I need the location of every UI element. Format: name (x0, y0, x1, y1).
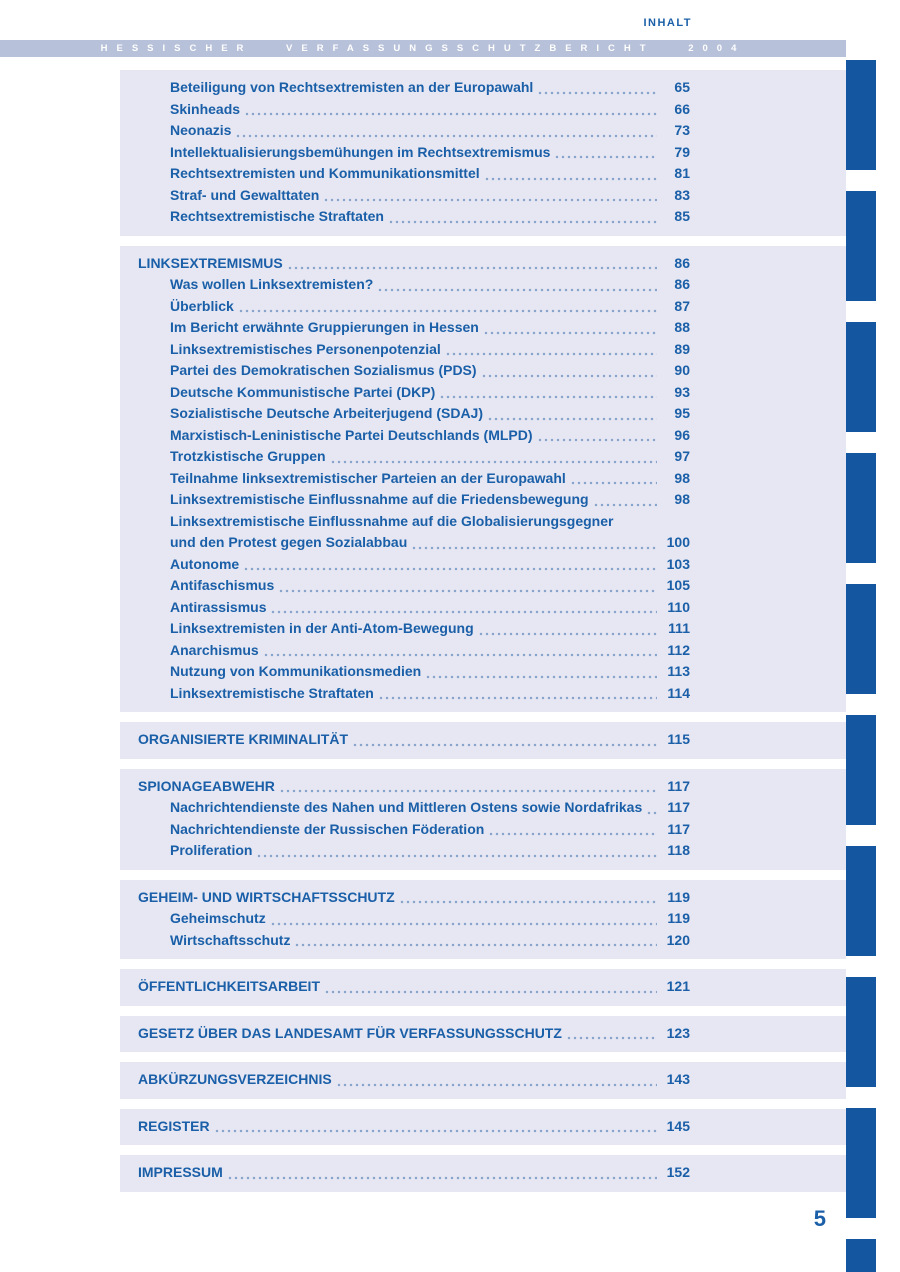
dot-leader (214, 1125, 657, 1137)
toc-entry-label: Rechtsextremistische Straftaten (170, 208, 384, 224)
dot-leader (425, 671, 657, 683)
toc-entry-page: 81 (674, 165, 690, 181)
toc-entry-page: 111 (668, 620, 690, 636)
toc-entry-label: GEHEIM- UND WIRTSCHAFTSSCHUTZ (138, 888, 395, 905)
toc-entry-label: Sozialistische Deutsche Arbeiterjugend (SDAJ) (170, 405, 483, 421)
toc-entry-page: 95 (674, 405, 690, 421)
section-tab-marker (846, 715, 876, 825)
toc-section (120, 1016, 846, 1053)
toc-entry-label: Nachrichtendienste der Russischen Föderation (170, 820, 485, 837)
toc-entry (138, 382, 690, 404)
toc-entry-page: 119 (667, 910, 690, 926)
toc-entry-label: Linksextremisten in der Anti-Atom-Bewegung (170, 620, 474, 636)
toc-entry-label: ABKÜRZUNGSVERZEICHNIS (138, 1071, 332, 1087)
dot-leader (484, 173, 657, 185)
dot-leader (278, 585, 657, 597)
toc-entry-page: 73 (674, 122, 690, 138)
toc-entry-page: 96 (674, 426, 690, 443)
dot-leader (554, 151, 657, 163)
toc-entry-page: 98 (674, 469, 690, 486)
toc-entry-label: Linksextremistisches Personenpotenzial (170, 340, 441, 357)
toc-entry-page: 118 (667, 842, 690, 858)
dot-leader (270, 606, 657, 618)
toc-entry-page: 152 (666, 1164, 690, 1180)
toc-entry-page: 143 (666, 1071, 690, 1087)
toc-entry-page: 87 (674, 297, 690, 314)
toc-entry (138, 1069, 690, 1091)
toc-entry (138, 976, 690, 998)
toc-entry-label: GESETZ ÜBER DAS LANDESAMT FÜR VERFASSUNGSSCHUTZ (138, 1024, 562, 1041)
toc-entry (138, 1023, 690, 1045)
section-tab-marker (846, 191, 876, 301)
toc-entry (138, 425, 690, 447)
dot-leader (256, 850, 657, 862)
toc-entry-label: ORGANISIERTE KRIMINALITÄT (138, 731, 348, 747)
toc-entry-page: 115 (667, 731, 690, 747)
dot-leader (570, 477, 657, 489)
toc-entry-label: Marxistisch-Leninistische Partei Deutschlands (MLPD) (170, 426, 533, 443)
toc-section (120, 769, 846, 870)
toc-entry (138, 661, 690, 683)
section-tab-rail (846, 60, 876, 1272)
section-tab-marker (846, 60, 876, 170)
dot-leader (478, 628, 657, 640)
toc-entry-label: Skinheads (170, 100, 241, 117)
toc-entry (138, 575, 690, 597)
toc-entry (138, 840, 690, 862)
toc-entry-page: 93 (674, 383, 690, 400)
toc-entry-label: und den Protest gegen Sozialabbau (170, 534, 408, 550)
toc-entry (138, 554, 690, 576)
dot-leader (593, 499, 657, 511)
dot-leader (244, 108, 657, 120)
toc-entry-label: Nachrichtendienste des Nahen und Mittleren Ostens sowie Nordafrikas (170, 799, 643, 815)
toc-entry-page: 79 (674, 143, 690, 160)
toc-entry-label: Antifaschismus (170, 577, 275, 593)
toc-section (120, 70, 846, 236)
section-tab-marker (846, 453, 876, 563)
toc-entry-page: 117 (667, 799, 690, 815)
toc-entry-page: 112 (667, 641, 690, 658)
toc-entry (138, 99, 690, 121)
toc-entry-page: 110 (667, 598, 690, 615)
toc-entry (138, 776, 690, 798)
toc-entry-label: Proliferation (170, 842, 253, 858)
toc-entry-page: 66 (674, 100, 690, 117)
toc-entry-label: Was wollen Linksextremisten? (170, 276, 374, 292)
toc-entry-label: Nutzung von Kommunikationsmedien (170, 663, 422, 679)
toc-entry-page: 113 (667, 663, 690, 679)
dot-leader (227, 1172, 657, 1184)
toc-entry-label: Beteiligung von Rechtsextremisten an der Europawahl (170, 79, 534, 95)
dot-leader (324, 986, 657, 998)
toc-entry-page: 123 (666, 1024, 690, 1041)
dot-leader (537, 434, 657, 446)
toc-entry (138, 296, 690, 318)
toc-entry-label: Linksextremistische Straftaten (170, 684, 374, 701)
toc-entry-page: 119 (667, 888, 690, 905)
toc-section (120, 880, 846, 960)
toc-entry (138, 163, 690, 185)
toc-entry-page: 85 (674, 208, 690, 224)
toc-entry (138, 640, 690, 662)
dot-leader (330, 456, 657, 468)
toc-entry-page: 121 (666, 978, 690, 994)
toc-entry-page: 89 (674, 340, 690, 357)
toc-entry (138, 77, 690, 99)
toc-entry-label: REGISTER (138, 1117, 210, 1134)
dot-leader (263, 649, 657, 661)
toc-entry-label: Partei des Demokratischen Sozialismus (PDS) (170, 362, 477, 378)
toc-entry-label: ÖFFENTLICHKEITSARBEIT (138, 978, 320, 994)
dot-leader (481, 370, 657, 382)
toc-entry-label: Antirassismus (170, 598, 267, 615)
toc-entry-label: Wirtschaftsschutz (170, 931, 291, 948)
dot-leader (270, 918, 657, 930)
toc-entry-page: 117 (667, 777, 690, 794)
toc-entry (138, 468, 690, 490)
section-tab-marker (846, 584, 876, 694)
dot-leader (238, 305, 657, 317)
toc-entry-label: Trotzkistische Gruppen (170, 448, 326, 464)
dot-leader (279, 785, 657, 797)
dot-leader (483, 327, 657, 339)
toc-entry (138, 819, 690, 841)
toc-entry-page: 97 (674, 448, 690, 464)
toc-section (120, 246, 846, 713)
toc-entry (138, 403, 690, 425)
toc-entry-label: Linksextremistische Einflussnahme auf die Friedensbewegung (170, 491, 589, 507)
toc-entry (138, 797, 690, 819)
toc-entry (138, 142, 690, 164)
dot-leader (566, 1032, 657, 1044)
dot-leader (235, 130, 657, 142)
dot-leader (377, 284, 657, 296)
toc-entry (138, 120, 690, 142)
dot-leader (439, 391, 657, 403)
toc-entry-page: 120 (666, 931, 690, 948)
section-tab-marker (846, 846, 876, 956)
toc-section (120, 1109, 846, 1146)
header-band (0, 40, 846, 57)
toc-entry-label: LINKSEXTREMISMUS (138, 254, 283, 271)
dot-leader (336, 1079, 657, 1091)
toc-section (120, 1155, 846, 1192)
toc-entry (138, 729, 690, 751)
toc-entry (138, 206, 690, 228)
section-tab-marker (846, 322, 876, 432)
toc-entry-label: Rechtsextremisten und Kommunikationsmittel (170, 165, 480, 181)
toc-entry-page: 114 (667, 684, 690, 701)
toc-entry-label: Überblick (170, 297, 234, 314)
dot-leader (445, 348, 657, 360)
toc-entry-label: Teilnahme linksextremistischer Parteien an der Europawahl (170, 469, 566, 486)
toc-entry-label: Linksextremistische Einflussnahme auf die Globalisierungsgegner (170, 512, 614, 529)
dot-leader (487, 413, 657, 425)
dot-leader (323, 194, 657, 206)
toc-entry-page: 103 (666, 555, 690, 572)
dot-leader (537, 87, 657, 99)
toc-entry-page: 100 (666, 534, 690, 550)
toc-entry (138, 1162, 690, 1184)
toc-entry (138, 274, 690, 296)
toc-entry (138, 1116, 690, 1138)
section-tab-marker (846, 977, 876, 1087)
toc (120, 70, 846, 1202)
section-tab-marker (846, 1108, 876, 1218)
inhalt-heading: INHALT (643, 17, 692, 29)
toc-entry-label: Intellektualisierungsbemühungen im Rechtsextremismus (170, 143, 551, 160)
toc-entry (138, 185, 690, 207)
toc-entry (138, 908, 690, 930)
toc-entry (138, 532, 690, 554)
dot-leader (399, 896, 657, 908)
toc-section (120, 969, 846, 1006)
dot-leader (411, 542, 657, 554)
toc-entry (138, 683, 690, 705)
report-title: HESSISCHER VERFASSUNGSSCHUTZBERICHT 2004 (100, 43, 746, 54)
toc-entry-label: Autonome (170, 555, 240, 572)
toc-entry (138, 618, 690, 640)
toc-entry-label: IMPRESSUM (138, 1164, 223, 1180)
toc-entry-page: 65 (674, 79, 690, 95)
toc-entry-label: Straf- und Gewalttaten (170, 186, 320, 203)
dot-leader (287, 262, 657, 274)
toc-entry (138, 511, 690, 533)
toc-entry (138, 597, 690, 619)
dot-leader (388, 216, 657, 228)
toc-entry-page: 145 (666, 1117, 690, 1134)
toc-entry (138, 930, 690, 952)
toc-entry-label: Anarchismus (170, 641, 259, 658)
toc-entry (138, 253, 690, 275)
toc-entry-page: 83 (674, 186, 690, 203)
toc-entry (138, 446, 690, 468)
toc-entry-label: SPIONAGEABWEHR (138, 777, 275, 794)
toc-entry-page: 88 (674, 319, 690, 335)
section-tab-marker (846, 1239, 876, 1272)
dot-leader (243, 563, 657, 575)
toc-entry-page: 86 (674, 254, 690, 271)
toc-entry-page: 90 (674, 362, 690, 378)
toc-entry (138, 489, 690, 511)
dot-leader (646, 807, 657, 819)
toc-entry-label: Geheimschutz (170, 910, 266, 926)
dot-leader (488, 828, 657, 840)
toc-section (120, 1062, 846, 1099)
toc-entry (138, 339, 690, 361)
toc-entry-page: 98 (674, 491, 690, 507)
toc-entry (138, 887, 690, 909)
page-number: 5 (813, 1206, 826, 1231)
toc-entry-page: 105 (666, 577, 690, 593)
dot-leader (352, 739, 657, 751)
toc-entry-label: Im Bericht erwähnte Gruppierungen in Hessen (170, 319, 479, 335)
toc-entry-label: Deutsche Kommunistische Partei (DKP) (170, 383, 436, 400)
dot-leader (378, 692, 657, 704)
toc-entry-label: Neonazis (170, 122, 232, 138)
toc-section (120, 722, 846, 759)
toc-entry (138, 360, 690, 382)
dot-leader (294, 939, 657, 951)
toc-entry-page: 117 (667, 820, 690, 837)
toc-entry (138, 317, 690, 339)
toc-entry-page: 86 (674, 276, 690, 292)
